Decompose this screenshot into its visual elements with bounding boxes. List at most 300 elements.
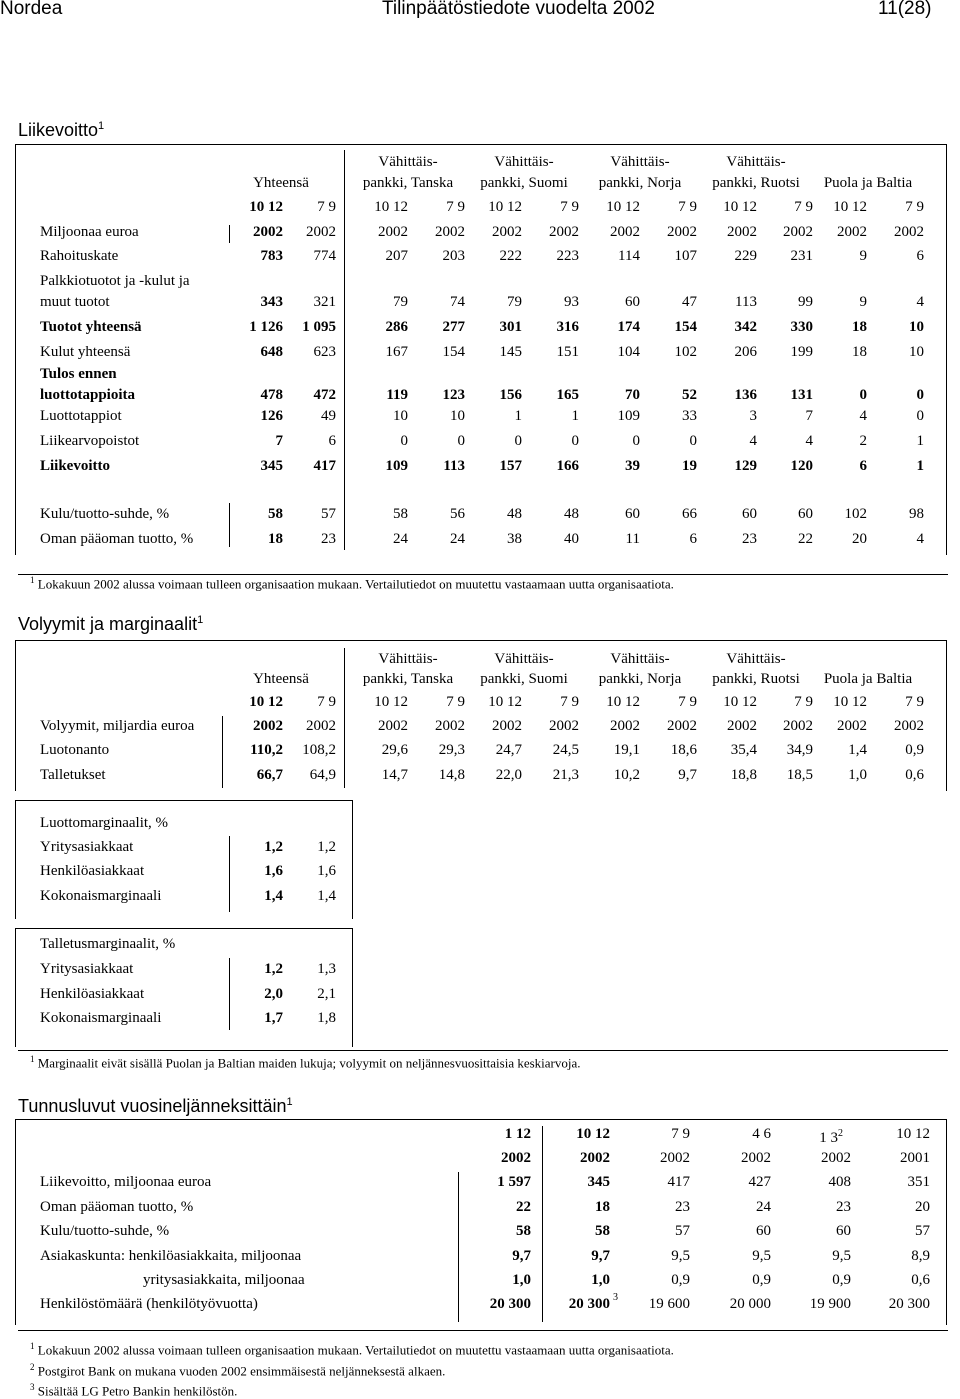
footnote-divider [18, 1050, 948, 1052]
table-cell: 60 [836, 1223, 851, 1239]
row-label: Tuotot yhteensä [40, 319, 142, 335]
page-number: 11(28) [878, 0, 932, 19]
table-cell: 79 [507, 294, 522, 310]
table-cell: 1,0 [591, 1272, 610, 1288]
table-cell: 0 [689, 433, 697, 449]
table-cell: 23 [675, 1199, 690, 1215]
table-cell: 199 [790, 344, 813, 360]
table-cell: 165 [556, 387, 579, 403]
table-cell: 39 [625, 458, 640, 474]
table-cell: 102 [674, 344, 697, 360]
table-cell: 1,0 [512, 1272, 531, 1288]
column-group-header: Puola ja Baltia [823, 175, 913, 191]
row-label: Oman pääoman tuotto, % [40, 531, 194, 547]
table-cell: 48 [507, 506, 522, 522]
table-cell: 18,8 [730, 767, 757, 783]
table-cell: 33 [682, 408, 697, 424]
table-cell: 345 [260, 458, 283, 474]
table-cell: 129 [734, 458, 757, 474]
table-cell: 20 300 [489, 1296, 531, 1312]
footnote-divider [18, 1330, 948, 1332]
column-group-header: pankki, Suomi [480, 671, 568, 687]
subtable-title: Talletusmarginaalit, % [40, 936, 176, 952]
table-cell: 18 [595, 1199, 610, 1215]
table-divider-line [229, 958, 230, 1030]
table-cell: 9,5 [671, 1248, 690, 1264]
section-title-volyymit [18, 614, 203, 635]
table-cell: 1 [916, 458, 924, 474]
table-cell: 23 [321, 531, 336, 547]
table-cell: 286 [385, 319, 408, 335]
period-header: 10 12 [249, 199, 283, 215]
year-header: 2002 [501, 1150, 531, 1166]
table-cell: 34,9 [786, 742, 813, 758]
table-cell: 2002 [894, 224, 924, 240]
table-cell: 0 [916, 387, 924, 403]
table-cell: 24 [450, 531, 465, 547]
table-cell: 2002 [378, 224, 408, 240]
table-cell: 20 [852, 531, 867, 547]
year-header: 2002 [741, 1150, 771, 1166]
column-group-header: pankki, Ruotsi [712, 671, 800, 687]
row-label: Asiakaskunta: henkilöasiakkaita, miljoonaa [40, 1248, 302, 1264]
table-cell: 1,2 [264, 961, 283, 977]
column-group-header: pankki, Norja [598, 175, 682, 191]
table-cell: 0 [457, 433, 465, 449]
table-cell: 1,4 [264, 888, 283, 904]
period-header: 7 9 [560, 694, 579, 710]
column-group-header: pankki, Tanska [362, 671, 454, 687]
row-label: Liikevoitto, miljoonaa euroa [40, 1174, 212, 1190]
table-cell: 14,8 [438, 767, 465, 783]
table-cell: 20 [915, 1199, 930, 1215]
table-cell: 52 [682, 387, 697, 403]
table-cell: 102 [844, 506, 867, 522]
table-cell: 10 [393, 408, 408, 424]
table-cell: 60 [625, 294, 640, 310]
footnote-number: 1 [30, 1054, 35, 1064]
table-cell: 79 [393, 294, 408, 310]
table-cell: 2002 [253, 718, 283, 734]
period-header: 1 12 [504, 1126, 531, 1142]
table-cell: 131 [790, 387, 813, 403]
table-divider-line [344, 648, 345, 788]
table-cell: 0 [571, 433, 579, 449]
table-cell: 58 [516, 1223, 531, 1239]
row-label: Henkilöasiakkaat [40, 863, 145, 879]
period-header: 10 12 [576, 1126, 610, 1142]
table-cell: 66 [682, 506, 697, 522]
footnote-text: Lokakuun 2002 alussa voimaan tulleen organisaation mukaan. Vertailutiedot on muutettu vastaamaan uutta organisaatiota. [37, 1342, 674, 1358]
table-cell: 472 [313, 387, 336, 403]
table-cell: 7 [275, 433, 283, 449]
table-cell: 24,5 [552, 742, 579, 758]
table-cell: 7 [805, 408, 813, 424]
table-cell: 38 [507, 531, 522, 547]
table-cell: 9,5 [832, 1248, 851, 1264]
row-label: Kulut yhteensä [40, 344, 131, 360]
column-group-header: Vähittäis- [494, 154, 554, 170]
table-cell: 1,0 [848, 767, 867, 783]
table-cell: 23 [742, 531, 757, 547]
table-cell: 1,4 [317, 888, 336, 904]
table-cell: 24 [393, 531, 408, 547]
period-header: 7 9 [317, 694, 336, 710]
table-cell: 56 [450, 506, 465, 522]
table-cell: 70 [625, 387, 640, 403]
table-cell: 623 [313, 344, 336, 360]
row-label: Miljoonaa euroa [40, 224, 139, 240]
year-header: 2001 [900, 1150, 930, 1166]
table-cell: 18 [268, 531, 283, 547]
footnote-text: Sisältää LG Petro Bankin henkilöstön. [37, 1383, 238, 1399]
table-cell: 229 [734, 248, 757, 264]
table-cell: 408 [828, 1174, 851, 1190]
table-cell: 60 [625, 506, 640, 522]
table-cell: 648 [260, 344, 283, 360]
footnote-number: 2 [30, 1362, 35, 1372]
table-cell: 19 900 [809, 1296, 851, 1312]
table-cell: 2002 [610, 224, 640, 240]
row-label: yritysasiakkaita, miljoonaa [143, 1272, 305, 1288]
table-cell: 206 [734, 344, 757, 360]
column-group-header: pankki, Norja [598, 671, 682, 687]
table-cell: 57 [321, 506, 336, 522]
table-divider-line [229, 836, 230, 912]
row-label: Henkilöstömäärä (henkilötyövuotta) [40, 1296, 258, 1312]
table-cell: 2002 [667, 224, 697, 240]
table-cell: 1,4 [848, 742, 867, 758]
table-cell: 174 [617, 319, 640, 335]
year-header: 2002 [580, 1150, 610, 1166]
table-cell: 49 [321, 408, 336, 424]
section-title-text: Tunnusluvut vuosineljänneksittäin [18, 1096, 287, 1116]
column-group-header: pankki, Ruotsi [712, 175, 800, 191]
footnote-marginaalit [30, 1054, 581, 1071]
table-cell: 9,7 [678, 767, 697, 783]
footnote-ref: 3 [613, 1292, 618, 1303]
table-cell: 2002 [549, 224, 579, 240]
table-cell: 151 [556, 344, 579, 360]
table-cell: 2002 [727, 224, 757, 240]
row-label: Luotonanto [40, 742, 110, 758]
table-cell: 2002 [837, 718, 867, 734]
table-cell: 2002 [306, 718, 336, 734]
period-header: 10 12 [833, 199, 867, 215]
column-group-header: Vähittäis- [494, 651, 554, 667]
table-cell: 277 [442, 319, 465, 335]
table-cell: 58 [268, 506, 283, 522]
table-cell: 48 [564, 506, 579, 522]
period-header: 4 6 [752, 1126, 771, 1142]
table-cell: 123 [442, 387, 465, 403]
column-group-header: Vähittäis- [378, 651, 438, 667]
table-cell: 154 [442, 344, 465, 360]
row-label: Palkkiotuotot ja -kulut ja [40, 273, 190, 289]
period-header: 10 12 [249, 694, 283, 710]
table-cell: 0,9 [671, 1272, 690, 1288]
row-label: Oman pääoman tuotto, % [40, 1199, 194, 1215]
table-cell: 203 [442, 248, 465, 264]
table-cell: 1,7 [264, 1010, 283, 1026]
table-cell: 1 095 [302, 319, 336, 335]
table-cell: 4 [805, 433, 813, 449]
row-label: Kokonaismarginaali [40, 1010, 162, 1026]
table-cell: 1,2 [264, 839, 283, 855]
table-cell: 2002 [667, 718, 697, 734]
footnote-ref: 1 [197, 614, 204, 626]
section-title-text: Liikevoitto [18, 120, 99, 140]
row-label: Kulu/tuotto-suhde, % [40, 506, 170, 522]
table-cell: 0 [916, 408, 924, 424]
table-cell: 22,0 [495, 767, 522, 783]
table-cell: 2002 [435, 718, 465, 734]
table-cell: 120 [790, 458, 813, 474]
table-cell: 1,3 [317, 961, 336, 977]
table-cell: 783 [260, 248, 283, 264]
table-cell: 774 [313, 248, 336, 264]
table-cell: 19,1 [613, 742, 640, 758]
table-cell: 20 300 [888, 1296, 930, 1312]
table-cell: 136 [734, 387, 757, 403]
row-label: Liikevoitto [40, 458, 110, 474]
table-cell: 0,9 [905, 742, 924, 758]
table-cell: 166 [556, 458, 579, 474]
table-cell: 9,7 [591, 1248, 610, 1264]
section-title-tunnusluvut [18, 1096, 293, 1117]
table-cell: 60 [798, 506, 813, 522]
footnote-text: Lokakuun 2002 alussa voimaan tulleen organisaation mukaan. Vertailutiedot on muutettu vastaamaan uutta organisaatiota. [37, 576, 674, 592]
table-cell: 4 [749, 433, 757, 449]
table-cell: 126 [260, 408, 283, 424]
table-cell: 478 [260, 387, 283, 403]
column-group-header: Vähittäis- [610, 154, 670, 170]
table-cell: 2 [859, 433, 867, 449]
page-header [0, 0, 960, 22]
table-cell: 156 [499, 387, 522, 403]
table-cell: 2002 [837, 224, 867, 240]
column-group-header: Vähittäis- [726, 651, 786, 667]
period-header: 10 12 [833, 694, 867, 710]
table-cell: 207 [385, 248, 408, 264]
row-label: Kokonaismarginaali [40, 888, 162, 904]
table-cell: 2002 [727, 718, 757, 734]
table-cell: 2002 [492, 718, 522, 734]
table-cell: 1 597 [497, 1174, 531, 1190]
footnote-text: Marginaalit eivät sisällä Puolan ja Baltian maiden lukuja; volyymit on neljännesvuosittaisia keskiarvoja. [37, 1055, 581, 1071]
table-cell: 11 [625, 531, 640, 547]
table-cell: 58 [595, 1223, 610, 1239]
footnote-ref: 1 [286, 1096, 293, 1108]
table-cell: 10 [909, 319, 924, 335]
table-cell: 2002 [435, 224, 465, 240]
table-cell: 2,1 [317, 986, 336, 1002]
table-cell: 417 [313, 458, 336, 474]
period-header: 7 9 [446, 199, 465, 215]
footnote-number: 1 [30, 575, 35, 585]
column-group-header: Puola ja Baltia [823, 671, 913, 687]
table-cell: 60 [742, 506, 757, 522]
period-header: 7 9 [794, 694, 813, 710]
table-cell: 1,6 [264, 863, 283, 879]
table-cell: 58 [393, 506, 408, 522]
row-label: Luottotappiot [40, 408, 122, 424]
table-cell: 18,5 [786, 767, 813, 783]
footnote-3 [30, 1382, 237, 1399]
table-cell: 10,2 [613, 767, 640, 783]
table-cell: 109 [617, 408, 640, 424]
period-header: 7 9 [560, 199, 579, 215]
table-cell: 24,7 [495, 742, 522, 758]
table-cell: 8,9 [911, 1248, 930, 1264]
table-cell: 0,9 [752, 1272, 771, 1288]
table-cell: 2,0 [264, 986, 283, 1002]
table-cell: 6 [916, 248, 924, 264]
period-header: 10 12 [606, 199, 640, 215]
row-label: muut tuotot [40, 294, 110, 310]
table-cell: 109 [385, 458, 408, 474]
period-header: 10 12 [488, 694, 522, 710]
year-header: 2002 [660, 1150, 690, 1166]
table-cell: 6 [689, 531, 697, 547]
period-header: 7 9 [678, 694, 697, 710]
row-label: Kulu/tuotto-suhde, % [40, 1223, 170, 1239]
table-cell: 1 126 [249, 319, 283, 335]
table-cell: 345 [587, 1174, 610, 1190]
year-header: 2002 [821, 1150, 851, 1166]
table-cell: 417 [667, 1174, 690, 1190]
column-group-header: pankki, Tanska [362, 175, 454, 191]
table-cell: 20 300 [568, 1296, 610, 1312]
table-cell: 2002 [492, 224, 522, 240]
document-title: Tilinpäätöstiedote vuodelta 2002 [382, 0, 655, 19]
table-cell: 18 [852, 319, 867, 335]
column-group-header: Vähittäis- [726, 154, 786, 170]
column-group-header: pankki, Suomi [480, 175, 568, 191]
period-header: 7 9 [905, 694, 924, 710]
row-label: Yritysasiakkaat [40, 839, 134, 855]
section-title-liikevoitto [18, 120, 104, 141]
table-cell: 22 [516, 1199, 531, 1215]
table-cell: 316 [556, 319, 579, 335]
table-cell: 10 [909, 344, 924, 360]
table-cell: 2002 [253, 224, 283, 240]
table-cell: 4 [859, 408, 867, 424]
footnote-number: 1 [30, 1341, 35, 1351]
table-cell: 342 [734, 319, 757, 335]
table-cell: 3 [749, 408, 757, 424]
table-cell: 0 [859, 387, 867, 403]
table-divider-line [229, 503, 230, 547]
table-cell: 427 [748, 1174, 771, 1190]
period-header: 10 12 [488, 199, 522, 215]
table-cell: 57 [915, 1223, 930, 1239]
table-cell: 9,5 [752, 1248, 771, 1264]
period-header: 7 9 [317, 199, 336, 215]
footnote-liikevoitto [30, 575, 674, 592]
table-cell: 29,3 [438, 742, 465, 758]
period-header: 10 12 [374, 694, 408, 710]
table-cell: 66,7 [256, 767, 283, 783]
table-cell: 35,4 [730, 742, 757, 758]
period-header: 7 9 [794, 199, 813, 215]
table-cell: 18,6 [670, 742, 697, 758]
table-cell: 0,6 [905, 767, 924, 783]
row-label: Tulos ennen [40, 366, 117, 382]
row-label: Liikearvopoistot [40, 433, 140, 449]
row-label: Yritysasiakkaat [40, 961, 134, 977]
table-cell: 114 [618, 248, 640, 264]
period-header: 10 12 [723, 694, 757, 710]
row-label: Henkilöasiakkaat [40, 986, 145, 1002]
table-cell: 6 [328, 433, 336, 449]
footnote-ref: 1 [98, 120, 105, 132]
table-cell: 2002 [549, 718, 579, 734]
table-cell: 4 [916, 531, 924, 547]
table-cell: 222 [499, 248, 522, 264]
table-cell: 145 [499, 344, 522, 360]
table-cell: 1,8 [317, 1010, 336, 1026]
table-cell: 19 600 [648, 1296, 690, 1312]
table-cell: 2002 [306, 224, 336, 240]
table-cell: 9,7 [512, 1248, 531, 1264]
table-cell: 47 [682, 294, 697, 310]
table-cell: 2002 [610, 718, 640, 734]
company-name: Nordea [0, 0, 63, 19]
column-group-header: Yhteensä [253, 671, 309, 687]
table-cell: 19 [682, 458, 697, 474]
table-cell: 0 [632, 433, 640, 449]
row-label: luottotappioita [40, 387, 136, 403]
table-cell: 10 [450, 408, 465, 424]
table-cell: 154 [674, 319, 697, 335]
table-cell: 321 [313, 294, 336, 310]
table-cell: 0,6 [911, 1272, 930, 1288]
table-cell: 113 [443, 458, 465, 474]
table-cell: 4 [916, 294, 924, 310]
table-cell: 231 [790, 248, 813, 264]
section-title-text: Volyymit ja marginaalit [18, 614, 198, 634]
table-divider-line [344, 150, 345, 550]
table-cell: 64,9 [309, 767, 336, 783]
table-cell: 330 [790, 319, 813, 335]
table-cell: 108,2 [302, 742, 336, 758]
table-cell: 14,7 [381, 767, 408, 783]
footnote-ref: 2 [838, 1128, 843, 1139]
table-cell: 104 [617, 344, 640, 360]
table-cell: 21,3 [552, 767, 579, 783]
table-cell: 18 [852, 344, 867, 360]
table-cell: 110,2 [250, 742, 283, 758]
table-cell: 119 [386, 387, 408, 403]
table-cell: 2002 [378, 718, 408, 734]
table-cell: 113 [735, 294, 757, 310]
table-cell: 98 [909, 506, 924, 522]
table-cell: 301 [499, 319, 522, 335]
period-header: 7 9 [678, 199, 697, 215]
table-cell: 2002 [783, 718, 813, 734]
footnote-number: 3 [30, 1382, 35, 1392]
table-cell: 99 [798, 294, 813, 310]
period-header: 1 $3^2$ [819, 1128, 843, 1146]
period-header: 10 12 [723, 199, 757, 215]
table-cell: 343 [260, 294, 283, 310]
table-cell: 93 [564, 294, 579, 310]
column-group-header: Vähittäis- [610, 651, 670, 667]
table-cell: 1 [916, 433, 924, 449]
table-cell: 2002 [894, 718, 924, 734]
table-cell: 351 [907, 1174, 930, 1190]
